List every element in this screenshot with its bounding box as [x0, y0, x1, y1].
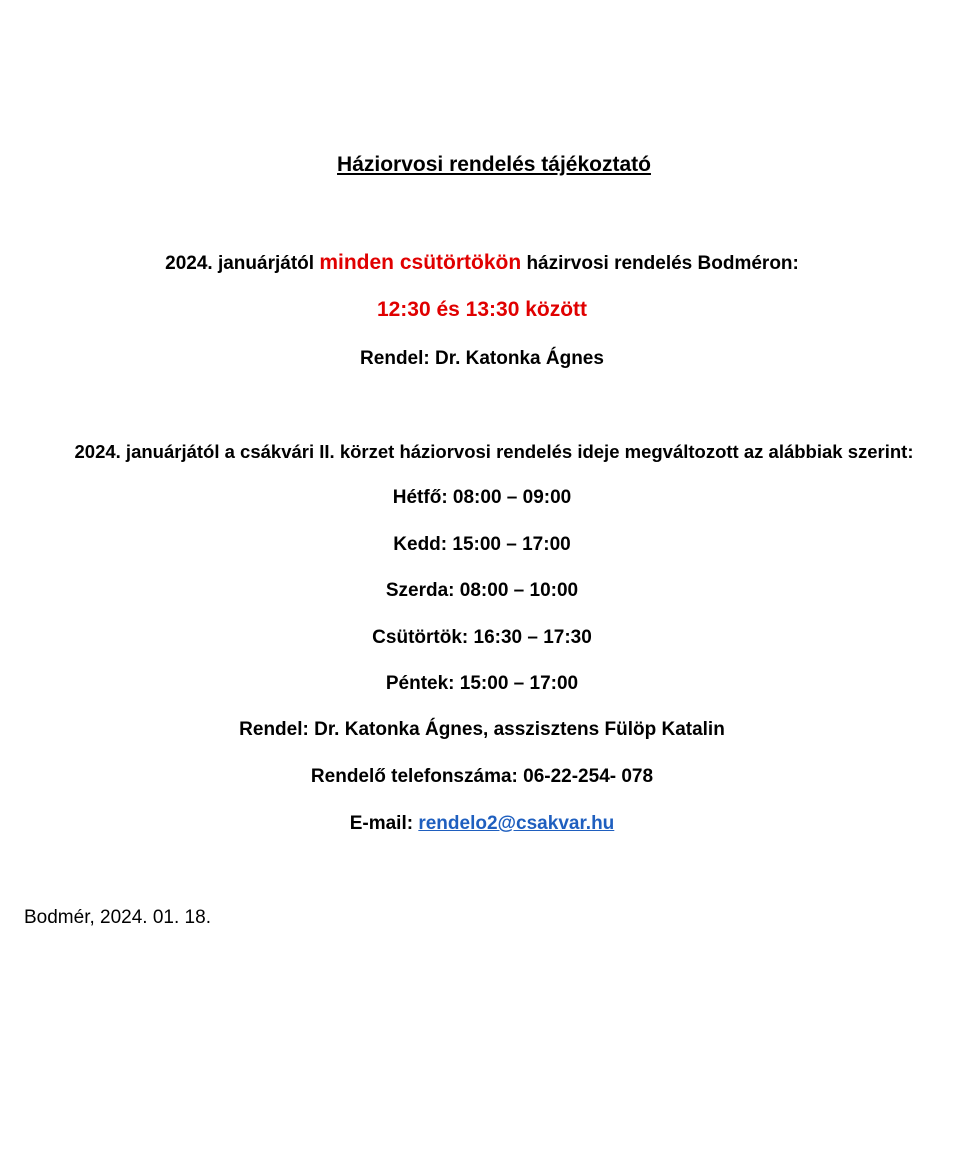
bodmer-time: 12:30 és 13:30 között	[376, 298, 588, 321]
schedule-monday: Hétfő: 08:00 – 09:00	[392, 487, 572, 508]
email-label: E-mail:	[349, 813, 419, 834]
email-line	[0, 812, 964, 836]
bodmer-doctor: Rendel: Dr. Katonka Ágnes	[360, 348, 604, 369]
office-phone: Rendelő telefonszáma: 06-22-254- 078	[310, 766, 654, 787]
schedule-friday: Péntek: 15:00 – 17:00	[385, 673, 579, 694]
place-date: Bodmér, 2024. 01. 18.	[24, 907, 211, 928]
schedule-tuesday: Kedd: 15:00 – 17:00	[393, 534, 571, 555]
bodmer-intro-end: házirvosi rendelés Bodméron:	[521, 253, 799, 274]
page-title: Háziorvosi rendelés tájékoztató	[337, 153, 651, 176]
schedule-thursday: Csütörtök: 16:30 – 17:30	[372, 627, 592, 648]
schedule-wednesday: Szerda: 08:00 – 10:00	[385, 580, 579, 601]
csakvar-doctor: Rendel: Dr. Katonka Ágnes, asszisztens Fülöp Katalin	[239, 719, 725, 740]
bodmer-intro-highlight: minden csütörtökön	[319, 251, 522, 274]
email-link[interactable]: rendelo2@csakvar.hu	[418, 813, 615, 834]
csakvar-intro: 2024. januárjától a csákvári II. körzet háziorvosi rendelés ideje megváltozott az alábbiak szerint:	[74, 441, 914, 462]
bodmer-intro	[0, 251, 964, 276]
bodmer-intro-start: 2024. januárjától	[165, 253, 320, 274]
